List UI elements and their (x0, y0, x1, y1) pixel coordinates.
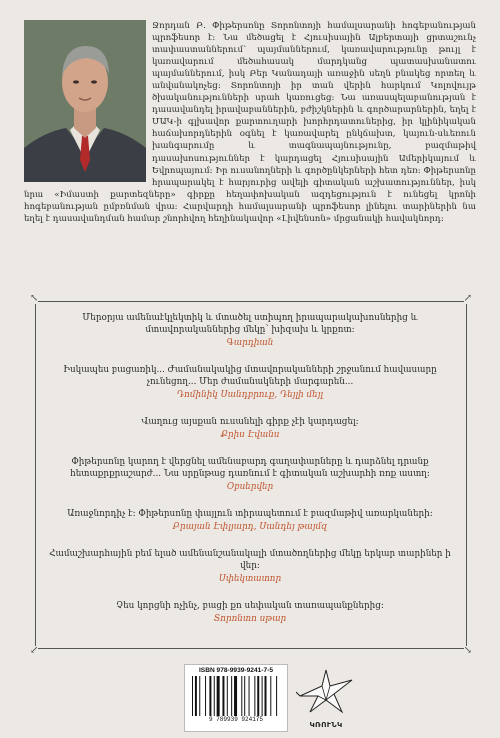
quote-source: Սփեկտատոր (218, 574, 282, 584)
barcode-icon (190, 676, 282, 716)
author-bio-text: Ջորդան Բ. Փիթերսոնը Տորոնտոյի համալսարանի հոգեբանության պրոֆեսոր է: Նա մեծացել է Հյուսիսային Ալբերտայի ցրտաշունչ տափաստաններում՝ պայմաններում, կառավարությունը թույլ է կառավարում մեծահասակ մարդկանց պատասխանատու պայմաններում, իսկ Բեր Կանադայի առաջին սեղն բնակեց որտեղ և անվանակոչեց: Տորոնտոյի իր տան վերին հարկում Կոլովույթ ծխականությունների սրահ կառուցեց: Նա առասպելաբանության է դասավանդել իրավաբաններին, բժիշկներին և գործարարներին, եղել է ՄԱԿ-ի գլխավոր քարտուղարի խորհրդատուներից, իր կլինիկական հաճախորդներին օգնել է կառավարել ընկճախտ, կայուն-սևեռուն խանգարումը և տագնապայնությունը, բազմաթիվ դասախոսություններ է կարդացել Հյուսիսային Ամերիկայում և Եվրոպայում: Իր ուսանողների և գործընկերների հետ դեռ: Փիթերսոնը հրապարակել է հարյուրից ավելի գիտական աշխատություններ, իսկ նրա «Իմաստի քարտեզները» գիրքը հեղափոխական ազդեցություն է ունեցել կրոնի հոգեբանության ըմբռնման վրա: Հարվարդի համալսարանի պրոֆեսոր լինելու տարիներին նա եղել է դասավանդման համար շնորհվող հեղինակավոր «Լիվենսոն» մրցանակի հավակնորդ: (24, 21, 476, 224)
review-quote (48, 508, 452, 533)
frame-line-top (38, 301, 464, 302)
publisher-name: ԿՌՈՒՆԿ (309, 720, 343, 729)
review-quote (48, 312, 452, 349)
isbn-digits: 9 789939 924175 (208, 716, 263, 723)
review-quotes (48, 312, 452, 640)
frame-line-right (466, 304, 467, 646)
review-quote (48, 548, 452, 585)
quote-source: Գարդիան (226, 338, 274, 348)
corner-arrow-icon: ↙ (30, 645, 39, 656)
frame-line-bottom (38, 648, 464, 649)
quote-source: Բրայան Էփլյարդ, Սանդեյ թայմզ (172, 522, 328, 532)
quote-text: Մերօրյա ամենաէկլեկտիկ և մտածել ստիպող իրապարակախոսներից և մտավորականներից մեկը՝ խիզախ և կրքոտ: (82, 313, 418, 335)
corner-arrow-icon: ↘ (463, 645, 472, 656)
quote-source: Քրիս Էվանս (220, 430, 280, 440)
photo-spacer (24, 20, 152, 186)
publisher-logo (296, 666, 356, 732)
quote-text: Առաջնորդիչ է: Փիթերսոնը փայլուն տիրապետում է բազմաթիվ առարկաների: (67, 509, 433, 519)
corner-arrow-icon: ↖ (30, 293, 39, 304)
quote-text: Փիթերսոնը կարող է վերցնել ամենաբարդ գաղափարները և դարձնել դրանք հետաքրքրաշարժ... Նա սրընթաց դառնում է գիտական աշխարհի ռոք աստղ: (70, 457, 430, 479)
isbn-barcode (184, 664, 288, 732)
quote-text: Իսկապես բացառիկ... Ժամանակակից մտավորականների շրջանում հավասարը չունեցող... Մեր ժամանակների մարգարեն... (63, 365, 437, 387)
frame-line-left (35, 304, 36, 646)
review-quote (48, 416, 452, 441)
quote-source: Դոմինիկ Սանդբրուք, Դեյլի մեյլ (176, 390, 324, 400)
corner-arrow-icon: ↗ (463, 293, 472, 304)
review-quote (48, 600, 452, 625)
review-quote (48, 456, 452, 493)
quote-source: Տորոնտո սթար (213, 614, 287, 624)
quote-text: Չես կորցնի ոչինչ, բացի քո սեփական տառապանքներից: (116, 601, 384, 611)
quote-source: Օբսերվեր (226, 482, 274, 492)
crane-icon (296, 666, 356, 720)
review-quote (48, 364, 452, 401)
author-bio (24, 20, 476, 225)
isbn-label: ISBN 978-9939-9241-7-5 (198, 667, 274, 674)
quote-text: Համաշխարհային բեմ ելած ամենանշանակալի մտածողներից մեկը երկար տարիներ ի վեր: (49, 549, 451, 571)
quote-text: Վաղուց այսքան ուսանելի գիրք չէի կարդացել: (141, 417, 359, 427)
